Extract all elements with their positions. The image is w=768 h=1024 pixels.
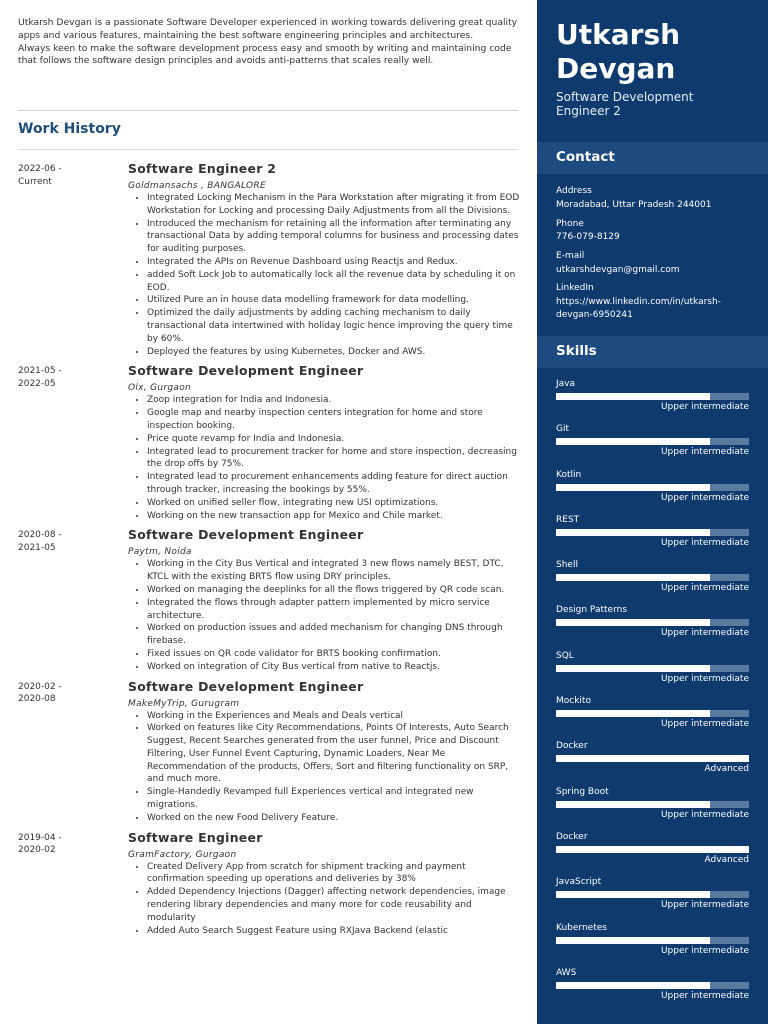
skill-level-bar: [556, 846, 749, 853]
job-bullet: • Created Delivery App from scratch for shipment tracking and payment confirmation speeding up operations and deliveries by 38%: [147, 861, 520, 887]
job-dates: [18, 681, 98, 706]
job-title: Software Development Engineer: [128, 527, 364, 543]
job-bullets: [128, 861, 520, 938]
job-bullet: • Worked on integration of City Bus vertical from native to Reactjs.: [147, 661, 520, 674]
summary-paragraph-1: Utkarsh Devgan is a passionate Software Developer experienced in working towards delivering great quality apps and various features, maintaining the best software engineering principles and architectures.: [18, 17, 518, 41]
name-first: Utkarsh: [556, 18, 681, 51]
skill-item: [537, 787, 768, 832]
job-date-start: 2021-05 -: [18, 366, 62, 377]
skill-name: Shell: [556, 560, 578, 571]
skill-level-label: Upper intermediate: [660, 809, 749, 820]
skill-level-fill: [556, 937, 710, 944]
skill-level-fill: [556, 710, 710, 717]
job-title: Software Engineer: [128, 829, 263, 845]
skill-level-fill: [556, 529, 710, 536]
job-date-end: 2022-05: [18, 378, 56, 389]
job-bullet: • Working in the Experiences and Meals and Deals vertical: [147, 710, 520, 723]
job-bullet: • Integrated lead to procurement enhancements adding feature for direct auction through tracker, increasing the bookings by 55%.: [147, 471, 520, 497]
phone-value: 776-079-8129: [556, 232, 620, 242]
job-bullet: • Zoop integration for India and Indonesia.: [147, 394, 520, 407]
job-bullet: • Added Dependency Injections (Dagger) affecting network dependencies, image rendering library dependencies and many more for code reusability and modularity: [147, 886, 520, 924]
skill-level-label: Upper intermediate: [660, 719, 749, 730]
work-history-heading: Work History: [18, 121, 121, 137]
skill-level-bar: [556, 438, 749, 445]
job-bullet: • Working in the City Bus Vertical and integrated 3 new flows namely BEST, DTC, KTCL with the existing BRTS flow using DRY principles.: [147, 558, 520, 584]
skill-name: Design Patterns: [556, 605, 628, 616]
skill-level-bar: [556, 574, 749, 581]
skills-list: [537, 379, 768, 1013]
work-history-rule: [18, 149, 518, 150]
job-date-end: Current: [18, 176, 52, 187]
linkedin-url-line-2: devgan-6950241: [556, 309, 633, 320]
job-dates: [18, 163, 98, 188]
phone-label: Phone: [556, 219, 584, 229]
skill-level-label: Upper intermediate: [660, 628, 749, 639]
job-company: GramFactory, Gurgaon: [128, 849, 237, 860]
job-bullet: • Integrated Locking Mechanism in the Para Workstation after migrating it from EOD Workstation for Locking and processing Daily Adjustments from all the Divisions.: [147, 192, 520, 218]
skill-level-bar: [556, 484, 749, 491]
job-bullet: • Single-Handedly Revamped full Experiences vertical and integrated new migrations.: [147, 786, 520, 812]
skill-level-bar: [556, 393, 749, 400]
job-date-start: 2020-08 -: [18, 530, 62, 541]
job-date-start: 2022-06 -: [18, 164, 62, 174]
candidate-role: [556, 90, 756, 118]
skill-level-fill: [556, 484, 710, 491]
skill-item: [537, 923, 768, 968]
profile-summary: [18, 17, 518, 68]
job-bullet: • Added Auto Search Suggest Feature using RXJava Backend (elastic: [147, 925, 520, 938]
skills-heading-band: [537, 336, 768, 368]
skill-item: [537, 424, 768, 469]
job-entry: [0, 678, 536, 825]
sidebar: [537, 0, 768, 1024]
skill-level-bar: [556, 891, 749, 898]
job-date-end: 2021-05: [18, 542, 56, 553]
address-value: Moradabad, Uttar Pradesh 244001: [556, 200, 712, 210]
skill-level-bar: [556, 529, 749, 536]
skill-level-fill: [556, 393, 710, 400]
job-bullets: [128, 558, 520, 673]
skill-level-bar: [556, 710, 749, 717]
job-bullet: • Integrated the APIs on Revenue Dashboard using Reactjs and Redux.: [147, 256, 520, 269]
job-title: Software Development Engineer: [128, 678, 364, 694]
skill-level-label: Upper intermediate: [660, 673, 749, 684]
job-company: Goldmansachs , BANGALORE: [128, 181, 266, 191]
job-company: MakeMyTrip, Gurugram: [128, 698, 240, 709]
skill-item: [537, 696, 768, 741]
job-bullet: • Price quote revamp for India and Indonesia.: [147, 433, 520, 446]
work-history-list: [0, 160, 536, 941]
job-bullet: • Worked on the new Food Delivery Feature.: [147, 812, 520, 825]
skill-level-fill: [556, 891, 710, 898]
skill-level-fill: [556, 846, 749, 853]
skill-name: JavaScript: [556, 877, 602, 888]
email-link[interactable]: utkarshdevgan@gmail.com: [556, 265, 680, 275]
name-last: Devgan: [556, 52, 676, 85]
job-bullet: • Integrated the flows through adapter pattern implemented by micro service architecture.: [147, 597, 520, 623]
skill-level-label: Upper intermediate: [660, 583, 749, 594]
skill-name: Docker: [556, 831, 588, 842]
job-bullet: • Introduced the mechanism for retaining all the information after terminating any transactional Data by adding temporal columns for business and processing dates for auditing purposes.: [147, 218, 520, 256]
skill-item: [537, 832, 768, 877]
job-date-end: 2020-08: [18, 694, 56, 704]
job-details: [128, 678, 520, 825]
skill-name: SQL: [556, 650, 574, 661]
email-label: E-mail: [556, 251, 585, 261]
skill-level-label: Upper intermediate: [660, 537, 749, 548]
linkedin-link[interactable]: [556, 296, 761, 321]
skill-level-fill: [556, 665, 710, 672]
skill-item: [537, 470, 768, 515]
skill-level-fill: [556, 438, 710, 445]
skill-level-bar: [556, 619, 749, 626]
skill-name: REST: [556, 514, 580, 525]
job-details: [128, 829, 520, 938]
skill-level-label: Upper intermediate: [660, 402, 749, 412]
job-bullets: [128, 710, 520, 825]
job-bullet: • Deployed the features by using Kubernetes, Docker and AWS.: [147, 346, 520, 359]
job-details: [128, 526, 520, 673]
skill-level-label: Upper intermediate: [660, 492, 749, 503]
role-line-1: Software Development: [556, 90, 694, 104]
job-bullet: • Worked on production issues and added mechanism for changing DNS through firebase.: [147, 622, 520, 648]
skill-item: [537, 741, 768, 786]
job-bullet: • Utilized Pure an in house data modelling framework for data modelling.: [147, 294, 520, 307]
skill-item: [537, 515, 768, 560]
skill-name: Spring Boot: [556, 786, 609, 797]
job-entry: [0, 829, 536, 938]
skill-level-fill: [556, 801, 710, 808]
job-date-start: 2020-02 -: [18, 681, 62, 692]
job-bullet: • Worked on unified seller flow, integrating new USI optimizations.: [147, 497, 520, 510]
skill-level-label: Upper intermediate: [660, 945, 749, 956]
job-dates: [18, 365, 98, 390]
skill-item: [537, 651, 768, 696]
job-bullet: • Worked on managing the deeplinks for all the flows triggered by QR code scan.: [147, 584, 520, 597]
skill-item: [537, 605, 768, 650]
skill-level-label: Advanced: [704, 854, 749, 865]
linkedin-url-line-1: https://www.linkedin.com/in/utkarsh-: [556, 297, 721, 307]
job-bullets: [128, 192, 520, 358]
job-bullet: • Integrated lead to procurement tracker for home and store inspection, decreasing the drop offs by 75%.: [147, 446, 520, 472]
contact-heading-band: [537, 142, 768, 174]
skill-level-label: Advanced: [704, 764, 749, 775]
job-bullet: • Working on the new transaction app for Mexico and Chile market.: [147, 510, 520, 523]
job-date-end: 2020-02: [18, 845, 56, 856]
job-entry: [0, 526, 536, 673]
job-company: Paytm, Noida: [128, 547, 192, 558]
skill-level-label: Upper intermediate: [660, 990, 749, 1001]
skill-item: [537, 560, 768, 605]
job-title: Software Engineer 2: [128, 161, 277, 176]
skill-level-bar: [556, 801, 749, 808]
job-title: Software Development Engineer: [128, 363, 364, 379]
contact-heading: Contact: [556, 149, 615, 165]
skill-level-fill: [556, 619, 710, 626]
job-dates: [18, 832, 98, 857]
skill-level-fill: [556, 755, 749, 762]
skill-level-bar: [556, 755, 749, 762]
skill-name: Docker: [556, 741, 588, 752]
job-bullet: • Worked on features like City Recommendations, Points Of Interests, Auto Search Suggest, Recent Searches generated from the user funnel, Price and Discount Filtering, User Funnel Event Capturing, Dynamic Loaders, Near Me Recommendation of the products, Offers, Sort and filtering functionality on SRP, and much more.: [147, 722, 520, 786]
skill-name: Kotlin: [556, 469, 582, 480]
candidate-name: [556, 18, 680, 86]
skill-level-bar: [556, 982, 749, 989]
skill-name: AWS: [556, 967, 577, 978]
job-details: [128, 362, 520, 522]
skill-name: Java: [556, 379, 576, 389]
skill-level-label: Upper intermediate: [660, 447, 749, 458]
skill-level-label: Upper intermediate: [660, 900, 749, 911]
skill-item: [537, 379, 768, 424]
job-bullets: [128, 394, 520, 522]
skill-item: [537, 877, 768, 922]
job-bullet: • Fixed issues on QR code validator for BRTS booking confirmation.: [147, 648, 520, 661]
skills-heading: Skills: [556, 343, 597, 359]
job-company: Olx, Gurgaon: [128, 383, 192, 394]
skill-level-bar: [556, 665, 749, 672]
job-entry: [0, 160, 536, 358]
job-entry: [0, 362, 536, 522]
skill-level-fill: [556, 574, 710, 581]
summary-paragraph-2: Always keen to make the software development process easy and smooth by writing and maintaining code that follows the software design principles and avoids anti-patterns that scales really well.: [18, 42, 512, 67]
job-bullet: • Optimized the daily adjustments by adding caching mechanism to daily transactional data intertwined with holiday logic hence improving the query time by 60%.: [147, 307, 520, 345]
job-details: [128, 160, 520, 358]
section-divider: [18, 110, 518, 111]
skill-name: Git: [556, 424, 570, 435]
skill-item: [537, 968, 768, 1013]
skill-level-bar: [556, 937, 749, 944]
job-date-start: 2019-04 -: [18, 832, 62, 843]
role-line-2: Engineer 2: [556, 104, 621, 118]
job-bullet: • Google map and nearby inspection centers integration for home and store inspection booking.: [147, 407, 520, 433]
linkedin-label: LinkedIn: [556, 283, 594, 293]
job-dates: [18, 529, 98, 554]
skill-level-fill: [556, 982, 710, 989]
skill-name: Mockito: [556, 696, 591, 707]
address-label: Address: [556, 186, 592, 196]
skill-name: Kubernetes: [556, 922, 607, 933]
job-bullet: • added Soft Lock Job to automatically lock all the revenue data by scheduling it on EOD.: [147, 269, 520, 295]
